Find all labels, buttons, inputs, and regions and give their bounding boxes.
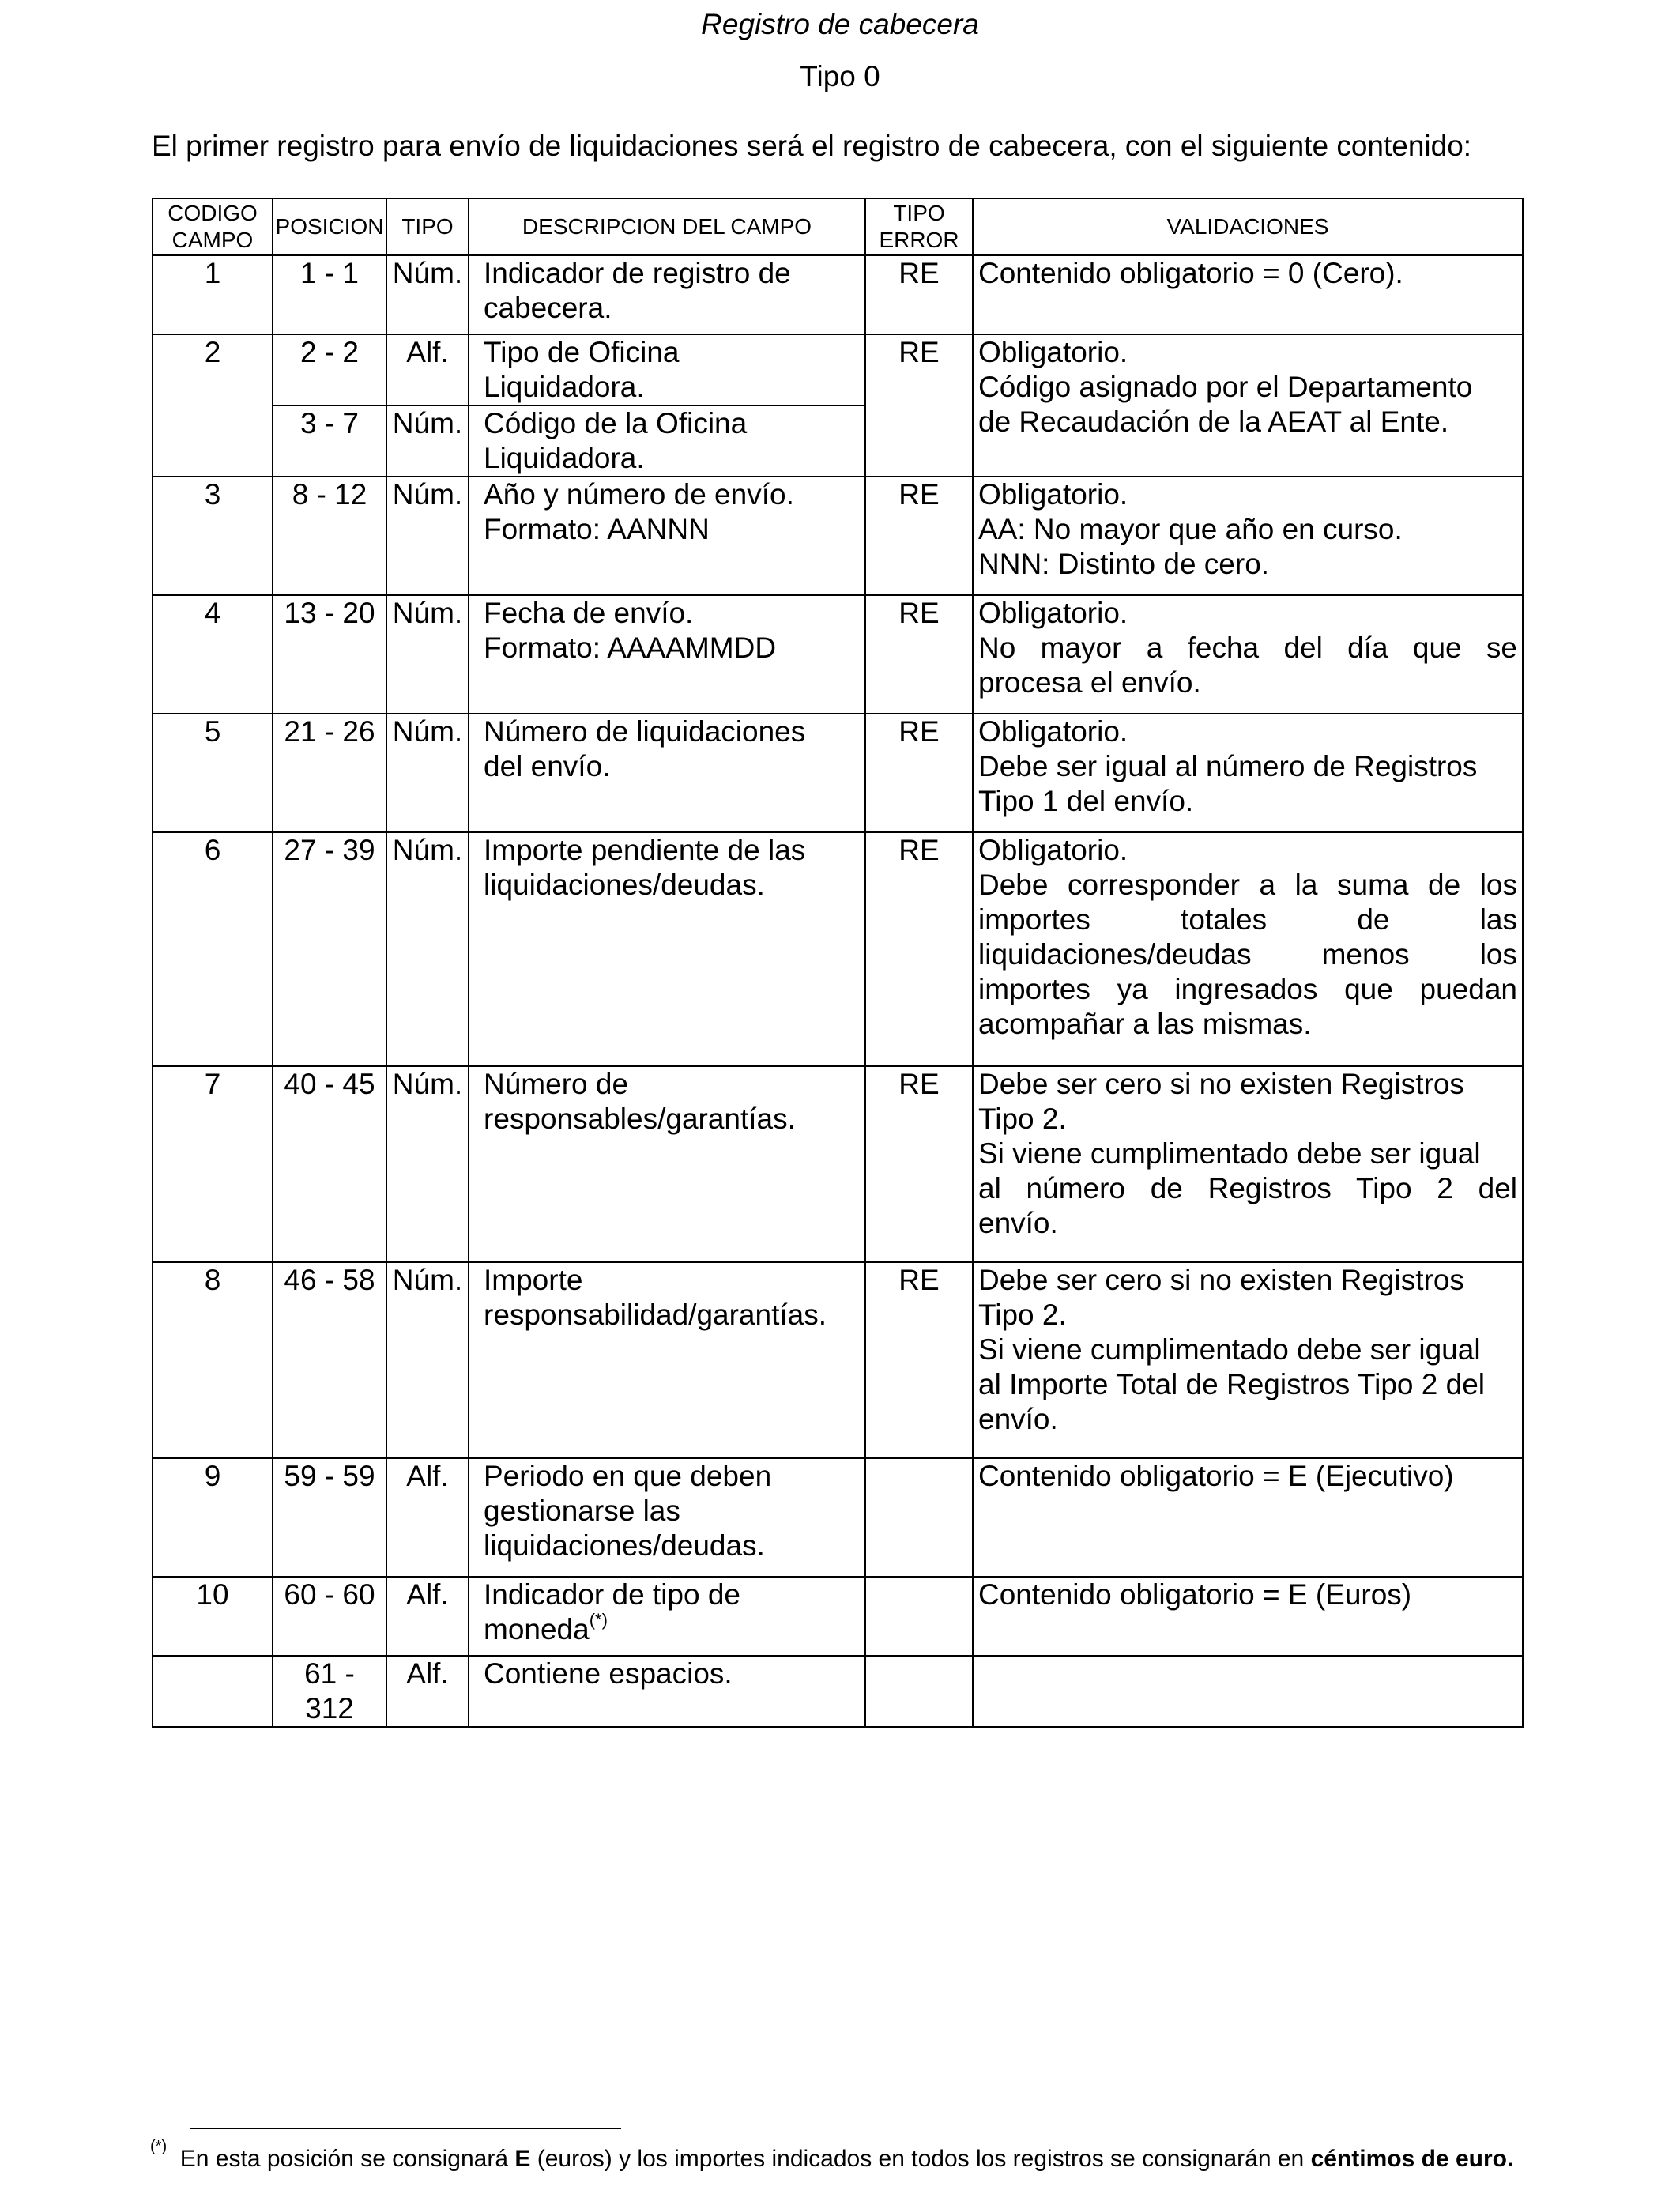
- cell-posicion: 60 - 60: [273, 1577, 386, 1656]
- footnote: [150, 2138, 1525, 2175]
- cell-posicion: 3 - 7: [273, 405, 386, 477]
- cell-validaciones: [973, 1066, 1523, 1262]
- cell-tipo-error: [865, 1458, 973, 1577]
- description-line: Liquidadora.: [484, 442, 645, 474]
- description-line: cabecera.: [484, 292, 612, 324]
- cell-descripcion: [469, 334, 865, 405]
- description-line: Importe: [484, 1264, 583, 1296]
- validation-line: Si viene cumplimentado debe ser igual: [978, 1333, 1481, 1366]
- table-row: [153, 1577, 1523, 1656]
- validation-line: importes ya ingresados que puedan: [978, 973, 1517, 1005]
- cell-tipo: Alf.: [386, 1577, 469, 1656]
- description-line: Liquidadora.: [484, 371, 645, 403]
- cell-descripcion: [469, 595, 865, 714]
- cell-validaciones: [973, 595, 1523, 714]
- validation-line: envío.: [978, 1207, 1058, 1239]
- description-line: Fecha de envío.: [484, 597, 694, 629]
- validation-line: envío.: [978, 1403, 1058, 1435]
- footnote-bold-2: céntimos de euro.: [1310, 2146, 1514, 2172]
- description-line: Periodo en que deben: [484, 1460, 772, 1492]
- cell-tipo-error: RE: [865, 1066, 973, 1262]
- footnote-reference: (*): [589, 1609, 608, 1630]
- table-row: [153, 595, 1523, 714]
- record-spec-table: [152, 198, 1524, 1728]
- cell-descripcion: [469, 405, 865, 477]
- cell-codigo-campo: [153, 1656, 273, 1727]
- validation-line: Tipo 1 del envío.: [978, 785, 1194, 817]
- description-line: Contiene espacios.: [484, 1657, 733, 1690]
- cell-descripcion: [469, 1066, 865, 1262]
- cell-tipo: Alf.: [386, 1656, 469, 1727]
- validation-line: NNN: Distinto de cero.: [978, 548, 1270, 580]
- cell-validaciones: [973, 832, 1523, 1066]
- description-line: del envío.: [484, 750, 611, 782]
- cell-tipo-error: RE: [865, 832, 973, 1066]
- cell-codigo-campo: 7: [153, 1066, 273, 1262]
- table-row: [153, 255, 1523, 334]
- description-line: liquidaciones/deudas.: [484, 869, 765, 901]
- header-validaciones: VALIDACIONES: [973, 198, 1523, 255]
- validation-line: No mayor a fecha del día que se: [978, 631, 1517, 664]
- description-line: gestionarse las: [484, 1495, 680, 1527]
- cell-codigo-campo: 8: [153, 1262, 273, 1458]
- cell-tipo: Núm.: [386, 595, 469, 714]
- cell-validaciones: [973, 334, 1523, 477]
- cell-codigo-campo: 5: [153, 714, 273, 832]
- cell-codigo-campo: 6: [153, 832, 273, 1066]
- description-line: Importe pendiente de las: [484, 834, 806, 866]
- cell-tipo-error: RE: [865, 1262, 973, 1458]
- table-row: [153, 832, 1523, 1066]
- header-codigo-campo: CODIGO CAMPO: [153, 198, 273, 255]
- cell-validaciones: [973, 1577, 1523, 1656]
- validation-line: Obligatorio.: [978, 715, 1128, 748]
- cell-validaciones: [973, 1656, 1523, 1727]
- validation-line: Obligatorio.: [978, 597, 1128, 629]
- intro-paragraph: El primer registro para envío de liquidaciones será el registro de cabecera, con el siguiente contenido:: [152, 130, 1472, 162]
- cell-tipo-error: [865, 1577, 973, 1656]
- validation-line: AA: No mayor que año en curso.: [978, 513, 1403, 545]
- description-line: Formato: AANNN: [484, 513, 710, 545]
- validation-line: acompañar a las mismas.: [978, 1008, 1312, 1040]
- validation-line: de Recaudación de la AEAT al Ente.: [978, 405, 1449, 438]
- footnote-bold-1: E: [514, 2146, 531, 2172]
- cell-codigo-campo: 4: [153, 595, 273, 714]
- description-line: Código de la Oficina: [484, 407, 748, 439]
- validation-line: importes totales de las: [978, 903, 1517, 936]
- validation-line: Debe corresponder a la suma de los: [978, 869, 1517, 901]
- cell-descripcion: [469, 477, 865, 595]
- description-line: responsables/garantías.: [484, 1103, 796, 1135]
- table-row: [153, 1656, 1523, 1727]
- table-row: [153, 334, 1523, 405]
- description-line: Indicador de tipo de: [484, 1578, 741, 1611]
- validation-line: Si viene cumplimentado debe ser igual: [978, 1137, 1481, 1170]
- cell-posicion: 46 - 58: [273, 1262, 386, 1458]
- description-line: liquidaciones/deudas.: [484, 1529, 765, 1562]
- page-title: Registro de cabecera: [701, 8, 979, 40]
- cell-posicion: 1 - 1: [273, 255, 386, 334]
- cell-codigo-campo: 10: [153, 1577, 273, 1656]
- cell-descripcion: [469, 1262, 865, 1458]
- cell-codigo-campo: 3: [153, 477, 273, 595]
- table-body: [153, 255, 1523, 1727]
- validation-line: liquidaciones/deudas menos los: [978, 938, 1517, 971]
- validation-line: Tipo 2.: [978, 1103, 1067, 1135]
- table-row: [153, 1066, 1523, 1262]
- cell-posicion: 61 - 312: [273, 1656, 386, 1727]
- validation-line: al Importe Total de Registros Tipo 2 del: [978, 1368, 1485, 1400]
- footnote-mark: (*): [150, 2138, 168, 2155]
- cell-tipo: Núm.: [386, 1066, 469, 1262]
- description-line: Año y número de envío.: [484, 478, 794, 511]
- cell-tipo: Núm.: [386, 1262, 469, 1458]
- header-tipo-error: TIPO ERROR: [865, 198, 973, 255]
- cell-descripcion: [469, 1458, 865, 1577]
- validation-line: al número de Registros Tipo 2 del: [978, 1172, 1517, 1204]
- table-header-row: [153, 198, 1523, 255]
- cell-tipo: Núm.: [386, 255, 469, 334]
- description-line: Formato: AAAAMMDD: [484, 631, 777, 664]
- cell-tipo: Núm.: [386, 832, 469, 1066]
- table-row: [153, 714, 1523, 832]
- cell-tipo: Alf.: [386, 334, 469, 405]
- validation-line: Contenido obligatorio = E (Euros): [978, 1578, 1412, 1611]
- cell-descripcion: [469, 832, 865, 1066]
- footnote-text-1: En esta posición se consignará: [179, 2146, 515, 2172]
- cell-validaciones: [973, 714, 1523, 832]
- cell-tipo: Alf.: [386, 1458, 469, 1577]
- description-line: Número de: [484, 1068, 629, 1100]
- cell-tipo-error: RE: [865, 714, 973, 832]
- validation-line: procesa el envío.: [978, 666, 1201, 699]
- header-tipo: TIPO: [386, 198, 469, 255]
- validation-line: Obligatorio.: [978, 834, 1128, 866]
- validation-line: Debe ser cero si no existen Registros: [978, 1068, 1464, 1100]
- validation-line: Debe ser igual al número de Registros: [978, 750, 1478, 782]
- cell-tipo-error: RE: [865, 477, 973, 595]
- validation-line: Contenido obligatorio = 0 (Cero).: [978, 257, 1403, 289]
- cell-descripcion: [469, 1577, 865, 1656]
- cell-tipo: Núm.: [386, 405, 469, 477]
- validation-line: Obligatorio.: [978, 478, 1128, 511]
- validation-line: Tipo 2.: [978, 1299, 1067, 1331]
- cell-posicion: 2 - 2: [273, 334, 386, 405]
- cell-posicion: 21 - 26: [273, 714, 386, 832]
- table-row: [153, 1458, 1523, 1577]
- validation-line: Código asignado por el Departamento: [978, 371, 1473, 403]
- cell-descripcion: [469, 714, 865, 832]
- description-line: Indicador de registro de: [484, 257, 791, 289]
- description-line: Número de liquidaciones: [484, 715, 806, 748]
- description-line: Tipo de Oficina: [484, 336, 680, 368]
- header-posicion: POSICION: [273, 198, 386, 255]
- cell-tipo-error: RE: [865, 255, 973, 334]
- cell-posicion: 27 - 39: [273, 832, 386, 1066]
- cell-validaciones: [973, 477, 1523, 595]
- table-row: [153, 1262, 1523, 1458]
- page-subtitle: Tipo 0: [800, 60, 880, 92]
- cell-posicion: 40 - 45: [273, 1066, 386, 1262]
- cell-codigo-campo: 9: [153, 1458, 273, 1577]
- cell-validaciones: [973, 1262, 1523, 1458]
- cell-descripcion: [469, 1656, 865, 1727]
- validation-line: Obligatorio.: [978, 336, 1128, 368]
- cell-posicion: 59 - 59: [273, 1458, 386, 1577]
- cell-posicion: 8 - 12: [273, 477, 386, 595]
- table-row: [153, 477, 1523, 595]
- cell-codigo-campo: 1: [153, 255, 273, 334]
- cell-posicion: 13 - 20: [273, 595, 386, 714]
- description-line: moneda: [484, 1613, 590, 1646]
- validation-line: Contenido obligatorio = E (Ejecutivo): [978, 1460, 1454, 1492]
- validation-line: Debe ser cero si no existen Registros: [978, 1264, 1464, 1296]
- cell-tipo: Núm.: [386, 477, 469, 595]
- cell-codigo-campo: 2: [153, 334, 273, 477]
- cell-tipo: Núm.: [386, 714, 469, 832]
- footnote-text-2: (euros) y los importes indicados en todos los registros se consignarán en: [530, 2146, 1311, 2172]
- cell-validaciones: [973, 255, 1523, 334]
- description-line: responsabilidad/garantías.: [484, 1299, 827, 1331]
- cell-descripcion: [469, 255, 865, 334]
- footnote-divider: [190, 2128, 621, 2129]
- cell-tipo-error: [865, 1656, 973, 1727]
- cell-tipo-error: RE: [865, 334, 973, 477]
- cell-validaciones: [973, 1458, 1523, 1577]
- cell-tipo-error: RE: [865, 595, 973, 714]
- header-descripcion: DESCRIPCION DEL CAMPO: [469, 198, 865, 255]
